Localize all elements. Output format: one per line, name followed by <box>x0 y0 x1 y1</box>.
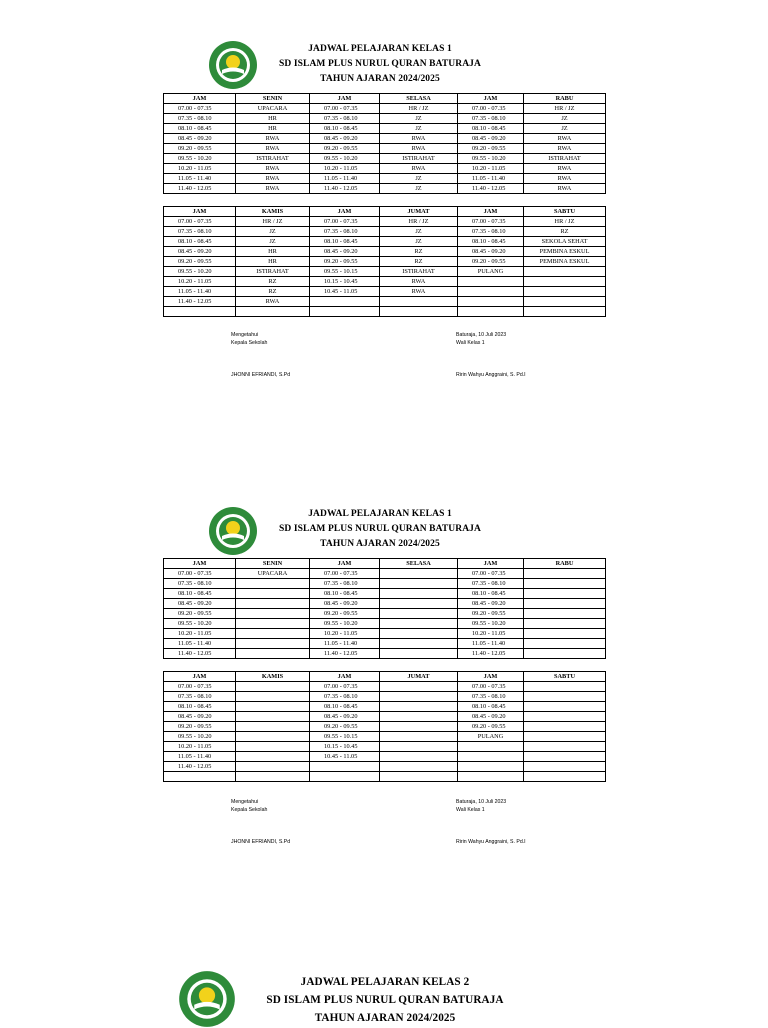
time-cell: 07.00 - 07.35 <box>458 569 524 579</box>
time-cell: 09.55 - 10.15 <box>310 732 380 742</box>
time-cell: 09.55 - 10.20 <box>164 732 236 742</box>
subject-cell: HR <box>236 124 310 134</box>
subject-cell: JZ <box>524 114 606 124</box>
principal-name: JHONNI EFRIANDI, S.Pd <box>231 839 291 845</box>
time-cell: 08.10 - 08.45 <box>164 589 236 599</box>
time-cell: 10.45 - 11.05 <box>310 752 380 762</box>
time-cell: 08.10 - 08.45 <box>164 702 236 712</box>
time-cell: 07.00 - 07.35 <box>310 569 380 579</box>
subject-cell: HR <box>236 257 310 267</box>
time-cell: 07.35 - 08.10 <box>164 579 236 589</box>
time-cell: 07.35 - 08.10 <box>164 227 236 237</box>
column-header: SABTU <box>524 207 606 217</box>
subject-cell: HR <box>236 247 310 257</box>
subject-cell: ISTIRAHAT <box>380 267 458 277</box>
time-cell: 07.00 - 07.35 <box>164 569 236 579</box>
time-cell: 08.45 - 09.20 <box>310 712 380 722</box>
subject-cell: JZ <box>380 184 458 194</box>
time-cell: 11.40 - 12.05 <box>458 184 524 194</box>
time-cell: 07.00 - 07.35 <box>164 682 236 692</box>
subject-cell: JZ <box>236 227 310 237</box>
teacher-title: Wali Kelas 1 <box>456 807 485 813</box>
time-cell: 08.10 - 08.45 <box>310 124 380 134</box>
principal-title: Kepala Sekolah <box>231 807 268 813</box>
time-cell: 09.55 - 10.20 <box>458 154 524 164</box>
subject-cell: RWA <box>380 287 458 297</box>
subject-cell: RWA <box>524 164 606 174</box>
time-cell: 09.55 - 10.20 <box>458 619 524 629</box>
teacher-title: Wali Kelas 1 <box>456 340 485 346</box>
time-cell: 07.00 - 07.35 <box>164 217 236 227</box>
column-header: JAM <box>310 94 380 104</box>
subject-cell: ISTIRAHAT <box>524 154 606 164</box>
time-cell: 07.00 - 07.35 <box>310 104 380 114</box>
title-line-3: TAHUN AJARAN 2024/2025 <box>320 74 440 84</box>
time-cell: 09.20 - 09.55 <box>458 722 524 732</box>
column-header: SENIN <box>236 559 310 569</box>
time-cell: 08.10 - 08.45 <box>310 702 380 712</box>
title-line-2: SD ISLAM PLUS NURUL QURAN BATURAJA <box>266 994 504 1006</box>
time-cell: 09.55 - 10.20 <box>164 267 236 277</box>
subject-cell: ISTIRAHAT <box>380 154 458 164</box>
school-logo <box>178 970 236 1028</box>
time-cell: 11.40 - 12.05 <box>164 649 236 659</box>
time-cell: 09.55 - 10.20 <box>164 619 236 629</box>
time-cell: 08.45 - 09.20 <box>310 247 380 257</box>
subject-cell: RWA <box>380 164 458 174</box>
time-cell: 09.20 - 09.55 <box>164 609 236 619</box>
time-cell: 10.15 - 10.45 <box>310 277 380 287</box>
time-cell: 11.05 - 11.40 <box>310 639 380 649</box>
time-cell: 07.35 - 08.10 <box>310 692 380 702</box>
time-cell: 09.55 - 10.20 <box>310 154 380 164</box>
time-cell: 07.00 - 07.35 <box>310 682 380 692</box>
teacher-name: Ririn Wahyu Anggraini, S. Pd.I <box>456 839 526 845</box>
time-cell: 08.45 - 09.20 <box>164 247 236 257</box>
time-cell: 08.10 - 08.45 <box>310 237 380 247</box>
subject-cell: RWA <box>380 144 458 154</box>
time-cell: 08.45 - 09.20 <box>164 134 236 144</box>
subject-cell: JZ <box>524 124 606 134</box>
title-line-3: TAHUN AJARAN 2024/2025 <box>320 539 440 549</box>
time-cell: 10.45 - 11.05 <box>310 287 380 297</box>
principal-name: JHONNI EFRIANDI, S.Pd <box>231 372 291 378</box>
subject-cell: RWA <box>236 174 310 184</box>
time-cell: 10.20 - 11.05 <box>458 164 524 174</box>
known-by-label: Mengetahui <box>231 799 259 805</box>
time-cell: 09.20 - 09.55 <box>310 722 380 732</box>
subject-cell: ISTIRAHAT <box>236 154 310 164</box>
column-header: KAMIS <box>236 672 310 682</box>
column-header: JAM <box>458 672 524 682</box>
place-date: Baturaja, 10 Juli 2023 <box>456 332 507 338</box>
time-cell: 07.35 - 08.10 <box>458 579 524 589</box>
subject-cell: HR / JZ <box>236 217 310 227</box>
time-cell: 09.55 - 10.15 <box>310 267 380 277</box>
time-cell: 09.55 - 10.20 <box>164 154 236 164</box>
column-header: SELASA <box>380 94 458 104</box>
title-line-1: JADWAL PELAJARAN KELAS 1 <box>308 509 452 519</box>
column-header: RABU <box>524 559 606 569</box>
time-cell: 10.20 - 11.05 <box>164 277 236 287</box>
time-cell: PULANG <box>458 267 524 277</box>
time-cell: 09.20 - 09.55 <box>310 609 380 619</box>
time-cell: 08.45 - 09.20 <box>458 599 524 609</box>
column-header: JAM <box>164 207 236 217</box>
subject-cell: UPACARA <box>236 104 310 114</box>
subject-cell: RWA <box>236 134 310 144</box>
column-header: JAM <box>310 207 380 217</box>
subject-cell: HR / JZ <box>524 104 606 114</box>
subject-cell: RWA <box>524 184 606 194</box>
teacher-name: Ririn Wahyu Anggraini, S. Pd.I <box>456 372 526 378</box>
time-cell: 11.05 - 11.40 <box>164 639 236 649</box>
title-line-3: TAHUN AJARAN 2024/2025 <box>314 1012 456 1024</box>
time-cell: 09.20 - 09.55 <box>164 144 236 154</box>
time-cell: 08.45 - 09.20 <box>310 134 380 144</box>
time-cell: 07.35 - 08.10 <box>458 227 524 237</box>
time-cell: 11.05 - 11.40 <box>164 287 236 297</box>
time-cell: 08.10 - 08.45 <box>164 237 236 247</box>
column-header: JAM <box>164 94 236 104</box>
time-cell: 09.20 - 09.55 <box>164 722 236 732</box>
subject-cell: RWA <box>236 144 310 154</box>
time-cell: 08.45 - 09.20 <box>458 247 524 257</box>
time-cell: 09.20 - 09.55 <box>458 257 524 267</box>
time-cell: 11.05 - 11.40 <box>164 174 236 184</box>
time-cell: 09.20 - 09.55 <box>310 257 380 267</box>
time-cell: 07.00 - 07.35 <box>310 217 380 227</box>
subject-cell: RWA <box>236 297 310 307</box>
column-header: JAM <box>164 672 236 682</box>
schedule-title <box>240 973 530 1027</box>
subject-cell: JZ <box>380 227 458 237</box>
subject-cell: JZ <box>380 174 458 184</box>
time-cell: 11.05 - 11.40 <box>164 752 236 762</box>
subject-cell: JZ <box>380 114 458 124</box>
time-cell: 08.10 - 08.45 <box>458 237 524 247</box>
subject-cell: RWA <box>380 134 458 144</box>
principal-title: Kepala Sekolah <box>231 340 268 346</box>
time-cell: 11.40 - 12.05 <box>164 297 236 307</box>
column-header: SELASA <box>380 559 458 569</box>
time-cell: 11.40 - 12.05 <box>458 649 524 659</box>
subject-cell: RWA <box>524 134 606 144</box>
time-cell: 09.20 - 09.55 <box>164 257 236 267</box>
column-header: JAM <box>310 559 380 569</box>
time-cell: 08.45 - 09.20 <box>164 712 236 722</box>
time-cell: 10.20 - 11.05 <box>164 164 236 174</box>
time-cell: 09.20 - 09.55 <box>310 144 380 154</box>
time-cell: 08.10 - 08.45 <box>458 702 524 712</box>
subject-cell: HR / JZ <box>380 217 458 227</box>
time-cell: 08.10 - 08.45 <box>458 124 524 134</box>
time-cell: 08.10 - 08.45 <box>458 589 524 599</box>
subject-cell: RWA <box>236 184 310 194</box>
column-header: KAMIS <box>236 207 310 217</box>
subject-cell: RWA <box>524 144 606 154</box>
time-cell: 08.45 - 09.20 <box>310 599 380 609</box>
column-header: JAM <box>310 672 380 682</box>
subject-cell: RZ <box>524 227 606 237</box>
time-cell: 07.35 - 08.10 <box>310 579 380 589</box>
time-cell: 07.00 - 07.35 <box>458 104 524 114</box>
column-header: SABTU <box>524 672 606 682</box>
column-header: JAM <box>164 559 236 569</box>
time-cell: 07.35 - 08.10 <box>164 114 236 124</box>
time-cell: 11.05 - 11.40 <box>310 174 380 184</box>
time-cell: 10.20 - 11.05 <box>164 629 236 639</box>
time-cell: 11.40 - 12.05 <box>164 184 236 194</box>
column-header: JAM <box>458 207 524 217</box>
time-cell: 07.35 - 08.10 <box>164 692 236 702</box>
time-cell: 07.00 - 07.35 <box>458 682 524 692</box>
time-cell: 10.20 - 11.05 <box>310 629 380 639</box>
subject-cell: RZ <box>236 277 310 287</box>
title-line-1: JADWAL PELAJARAN KELAS 1 <box>308 44 452 54</box>
time-cell: 11.05 - 11.40 <box>458 174 524 184</box>
subject-cell: HR / JZ <box>380 104 458 114</box>
time-cell: 09.20 - 09.55 <box>458 144 524 154</box>
time-cell: 10.20 - 11.05 <box>310 164 380 174</box>
place-date: Baturaja, 10 Juli 2023 <box>456 799 507 805</box>
known-by-label: Mengetahui <box>231 332 259 338</box>
title-line-2: SD ISLAM PLUS NURUL QURAN BATURAJA <box>279 59 481 69</box>
time-cell: 07.35 - 08.10 <box>310 114 380 124</box>
subject-cell: ISTIRAHAT <box>236 267 310 277</box>
subject-cell: HR <box>236 114 310 124</box>
time-cell: 07.35 - 08.10 <box>458 114 524 124</box>
time-cell: 07.35 - 08.10 <box>458 692 524 702</box>
subject-cell: RWA <box>236 164 310 174</box>
subject-cell: RZ <box>380 257 458 267</box>
subject-cell: RZ <box>380 247 458 257</box>
subject-cell: PEMBINA ESKUL <box>524 247 606 257</box>
subject-cell: HR / JZ <box>524 217 606 227</box>
time-cell: 09.20 - 09.55 <box>458 609 524 619</box>
subject-cell: PEMBINA ESKUL <box>524 257 606 267</box>
subject-cell: JZ <box>380 124 458 134</box>
time-cell: 11.40 - 12.05 <box>310 649 380 659</box>
subject-cell: JZ <box>380 237 458 247</box>
time-cell: 11.40 - 12.05 <box>164 762 236 772</box>
time-cell: 11.05 - 11.40 <box>458 639 524 649</box>
subject-cell: RWA <box>524 174 606 184</box>
time-cell: 11.40 - 12.05 <box>310 184 380 194</box>
subject-cell: JZ <box>236 237 310 247</box>
time-cell: 08.45 - 09.20 <box>458 134 524 144</box>
time-cell: 10.20 - 11.05 <box>458 629 524 639</box>
time-cell: 08.10 - 08.45 <box>164 124 236 134</box>
subject-cell: RWA <box>380 277 458 287</box>
time-cell: 08.45 - 09.20 <box>164 599 236 609</box>
time-cell: 09.55 - 10.20 <box>310 619 380 629</box>
time-cell: 10.15 - 10.45 <box>310 742 380 752</box>
time-cell: 08.45 - 09.20 <box>458 712 524 722</box>
time-cell: 08.10 - 08.45 <box>310 589 380 599</box>
column-header: JAM <box>458 559 524 569</box>
column-header: JUMAT <box>380 207 458 217</box>
title-line-2: SD ISLAM PLUS NURUL QURAN BATURAJA <box>279 524 481 534</box>
column-header: RABU <box>524 94 606 104</box>
column-header: JAM <box>458 94 524 104</box>
time-cell: 07.35 - 08.10 <box>310 227 380 237</box>
subject-cell: SEKOLA SEHAT <box>524 237 606 247</box>
time-cell: 07.00 - 07.35 <box>164 104 236 114</box>
column-header: JUMAT <box>380 672 458 682</box>
time-cell: 07.00 - 07.35 <box>458 217 524 227</box>
time-cell: PULANG <box>458 732 524 742</box>
subject-cell: RZ <box>236 287 310 297</box>
column-header: SENIN <box>236 94 310 104</box>
title-line-1: JADWAL PELAJARAN KELAS 2 <box>300 976 470 988</box>
time-cell: 10.20 - 11.05 <box>164 742 236 752</box>
subject-cell: UPACARA <box>236 569 310 579</box>
